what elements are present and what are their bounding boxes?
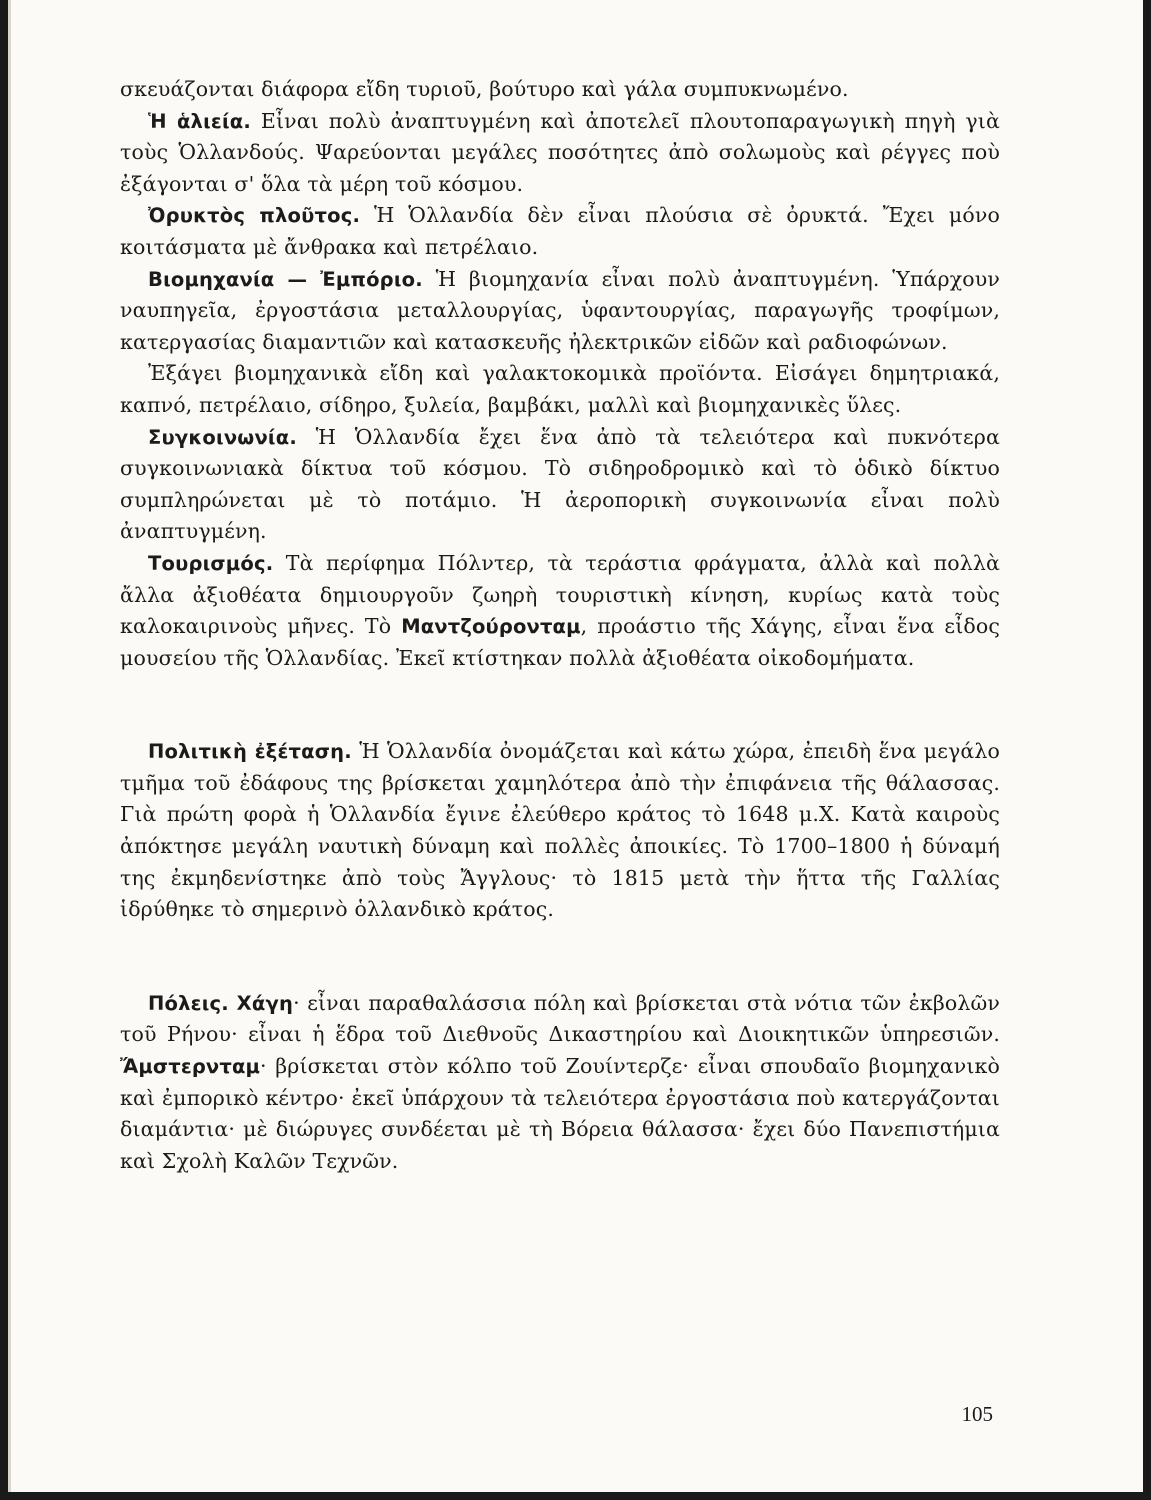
paragraph-trade (120, 358, 1000, 421)
paragraph-text: Εἶναι πολὺ ἀναπτυγμένη καὶ ἀποτελεῖ πλουτοπαραγωγικὴ πηγὴ γιὰ τοὺς Ὁλλανδούς. Ψαρεύονται μεγάλες ποσότητες ἀπὸ σολωμοὺς καὶ ρέγγες ποὺ ἐξάγονται σ' ὅλα τὰ μέρη τοῦ κόσμου. (120, 108, 1000, 196)
book-page (8, 0, 1143, 1492)
paragraph-text: σκευάζονται διάφορα εἴδη τυριοῦ, βούτυρο καὶ γάλα συμπυκνωμένο. (120, 77, 849, 101)
page-number: 105 (961, 1402, 993, 1426)
section-heading-minerals: Ὀρυκτὸς πλοῦτος. (148, 204, 361, 228)
paragraph-text: Ἡ βιομηχανία εἶναι πολὺ ἀναπτυγμένη. Ὑπάρχουν ναυπηγεῖα, ἐργοστάσια μεταλλουργίας, ὑφαντουργίας, παραγωγῆς τροφίμων, κατεργασίας διαμαντιῶν καὶ κατασκευῆς ἠλεκτρικῶν εἰδῶν καὶ ραδιοφώνων. (120, 266, 1000, 354)
paragraph-text: Τὰ περίφημα Πόλντερ, τὰ τεράστια φράγματα, ἀλλὰ καὶ πολλὰ ἄλλα ἀξιοθέατα δημιουργοῦν ζωηρὴ τουριστικὴ κίνηση, κυρίως κατὰ τοὺς καλοκαιρινοὺς μῆνες. Τὸ (120, 550, 1000, 639)
bold-term-madurodam: Μαντζούρονταμ (401, 615, 581, 639)
section-heading-fishing: Ἡ ἁλιεία. (148, 109, 251, 133)
paragraph-politics (120, 736, 1000, 926)
paragraph-transport (120, 422, 1000, 548)
paragraph-text: Ἡ Ὁλλανδία ὀνομάζεται καὶ κάτω χώρα, ἐπειδὴ ἕνα μεγάλο τμῆμα τοῦ ἐδάφους της βρίσκεται χαμηλότερα ἀπὸ τὴν ἐπιφάνεια τῆς θάλασσας. Γιὰ πρώτη φορὰ ἡ Ὁλλανδία ἔγινε ἐλεύθερο κράτος τὸ 1648 μ.Χ. Κατὰ καιροὺς ἀπόκτησε μεγάλη ναυτικὴ δύναμη καὶ πολλὲς ἀποικίες. Τὸ 1700–1800 ἡ δύναμή της ἐκμηδενίστηκε ἀπὸ τοὺς Ἄγγλους· τὸ 1815 μετὰ τὴν ἥττα τῆς Γαλλίας ἱδρύθηκε τὸ σημερινὸ ὁλλανδικὸ κράτος. (120, 739, 1001, 922)
paragraph-dairy (120, 74, 1000, 106)
paragraph-fishing (120, 106, 1000, 201)
paragraph-tourism (120, 548, 1000, 674)
section-heading-transport: Συγκοινωνία. (148, 425, 297, 449)
page-text-body (120, 74, 1000, 1177)
paragraph-text: Ἡ Ὁλλανδία δὲν εἶναι πλούσια σὲ ὀρυκτά. Ἔχει μόνο κοιτάσματα μὲ ἄνθρακα καὶ πετρέλαιο. (120, 203, 1000, 259)
paragraph-text: · εἶναι παραθαλάσσια πόλη καὶ βρίσκεται στὰ νότια τῶν ἐκβολῶν τοῦ Ρήνου· εἶναι ἡ ἕδρα τοῦ Διεθνοῦς Δικαστηρίου καὶ Διοικητικῶν ὑπηρεσιῶν. (120, 990, 1000, 1047)
section-heading-politics: Πολιτικὴ ἐξέταση. (148, 740, 352, 764)
paragraph-minerals (120, 200, 1000, 263)
bold-term-amsterdam: Ἄμστερνταμ (120, 1055, 260, 1079)
paragraph-text: · βρίσκεται στὸν κόλπο τοῦ Ζουίντερζε· εἶναι σπουδαῖο βιομηχανικὸ καὶ ἐμπορικὸ κέντρο· ἐκεῖ ὑπάρχουν τὰ τελειότερα ἐργοστάσια ποὺ κατεργάζονται διαμάντια· μὲ διώρυγες συνδέεται μὲ τὴ Βόρεια θάλασσα· ἔχει δύο Πανεπιστήμια καὶ Σχολὴ Καλῶν Τεχνῶν. (120, 1054, 1000, 1173)
scan-edge (8, 0, 11, 1492)
section-heading-cities: Πόλεις. Χάγη (148, 991, 294, 1015)
paragraph-industry (120, 264, 1000, 359)
paragraph-cities (120, 988, 1000, 1178)
paragraph-text: , προάστιο τῆς Χάγης, εἶναι ἕνα εἶδος μουσείου τῆς Ὁλλανδίας. Ἐκεῖ κτίστηκαν πολλὰ ἀξιοθέατα οἰκοδομήματα. (120, 614, 1001, 670)
section-heading-tourism: Τουρισμός. (148, 551, 274, 575)
section-heading-industry: Βιομηχανία — Ἐμπόριο. (148, 267, 423, 291)
paragraph-text: Ἐξάγει βιομηχανικὰ εἴδη καὶ γαλακτοκομικὰ προϊόντα. Εἰσάγει δημητριακά, καπνό, πετρέλαιο, σίδηρο, ξυλεία, βαμβάκι, μαλλὶ καὶ βιομηχανικὲς ὕλες. (120, 361, 1000, 417)
paragraph-text: Ἡ Ὁλλανδία ἔχει ἕνα ἀπὸ τὰ τελειότερα καὶ πυκνότερα συγκοινωνιακὰ δίκτυα τοῦ κόσμου. Τὸ σιδηροδρομικὸ καὶ τὸ ὁδικὸ δίκτυο συμπληρώνεται μὲ τὸ ποτάμιο. Ἡ ἀεροπορικὴ συγκοινωνία εἶναι πολὺ ἀναπτυγμένη. (120, 424, 1000, 544)
